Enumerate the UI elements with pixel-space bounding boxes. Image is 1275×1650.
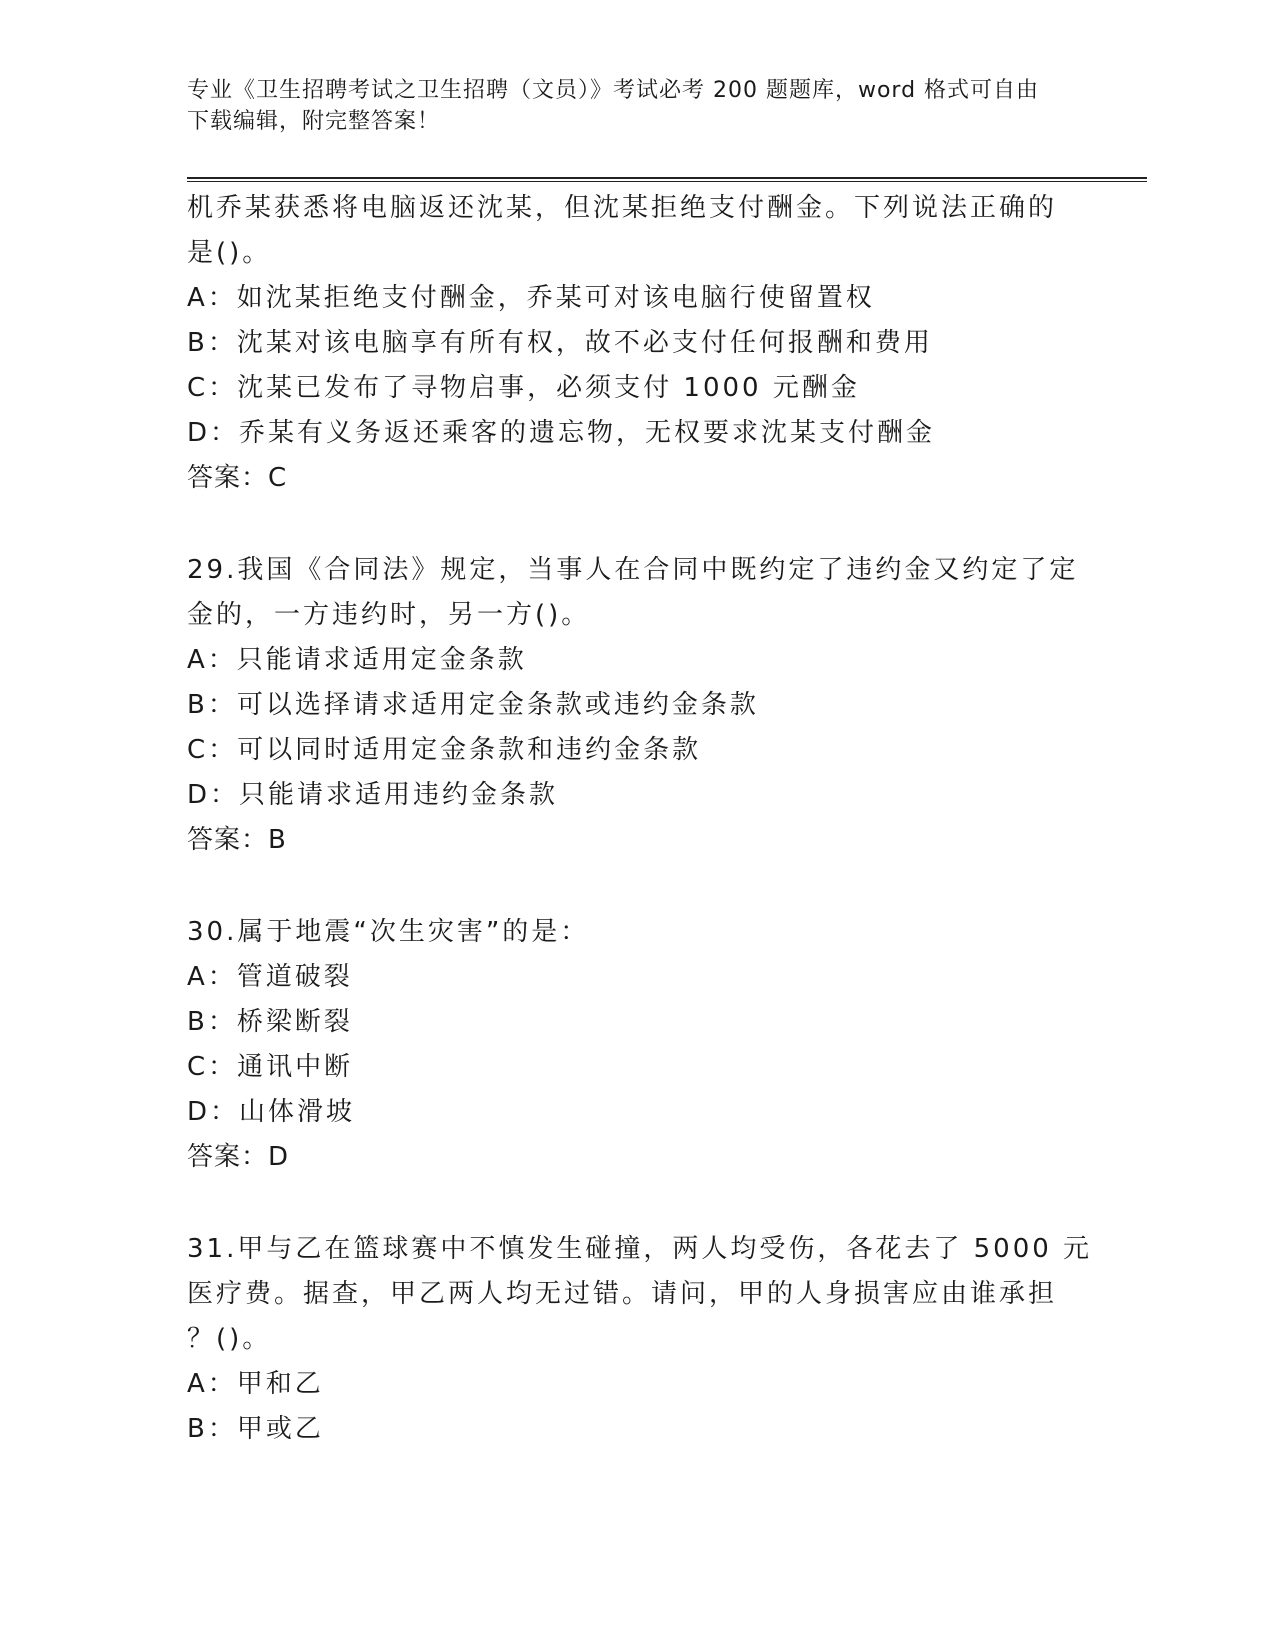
option-b: B：沈某对该电脑享有所有权，故不必支付任何报酬和费用	[187, 328, 933, 358]
question-29	[187, 548, 1079, 863]
answer-line: 答案：B	[187, 825, 287, 855]
question-stem-line: ？()。	[187, 1324, 272, 1354]
answer-line: 答案：C	[187, 463, 288, 493]
option-c: C：沈某已发布了寻物启事，必须支付 1000 元酬金	[187, 373, 860, 403]
question-continued	[187, 186, 1067, 501]
option-a: A：只能请求适用定金条款	[187, 645, 527, 675]
question-stem-line: 医疗费。据查，甲乙两人均无过错。请问，甲的人身损害应由谁承担	[187, 1279, 1058, 1309]
question-30	[187, 910, 1067, 1180]
question-stem-line: 30.属于地震“次生灾害”的是：	[187, 917, 590, 947]
option-d: D：只能请求适用违约金条款	[187, 780, 559, 810]
option-c: C：通讯中断	[187, 1052, 354, 1082]
option-c: C：可以同时适用定金条款和违约金条款	[187, 735, 702, 765]
question-stem-line: 金的，一方违约时，另一方()。	[187, 600, 591, 630]
header-divider	[187, 177, 1147, 182]
option-d: D：乔某有义务返还乘客的遗忘物，无权要求沈某支付酬金	[187, 418, 936, 448]
option-b: B：桥梁断裂	[187, 1007, 353, 1037]
question-stem-line: 机乔某获悉将电脑返还沈某，但沈某拒绝支付酬金。下列说法正确的	[187, 193, 1058, 223]
question-stem-line: 31.甲与乙在篮球赛中不慎发生碰撞，两人均受伤，各花去了 5000 元	[187, 1234, 1093, 1264]
document-header: 专业《卫生招聘考试之卫生招聘（文员）》考试必考 200 题题库，word 格式可自由下载编辑，附完整答案！	[187, 78, 1040, 134]
option-a: A：甲和乙	[187, 1369, 324, 1399]
answer-line: 答案：D	[187, 1142, 290, 1172]
option-b: B：甲或乙	[187, 1414, 324, 1444]
option-b: B：可以选择请求适用定金条款或违约金条款	[187, 690, 759, 720]
question-stem-line: 29.我国《合同法》规定，当事人在合同中既约定了违约金又约定了定	[187, 555, 1079, 585]
question-stem-line: 是()。	[187, 238, 272, 268]
option-a: A：如沈某拒绝支付酬金，乔某可对该电脑行使留置权	[187, 283, 875, 313]
option-a: A：管道破裂	[187, 962, 353, 992]
option-d: D：山体滑坡	[187, 1097, 356, 1127]
question-content	[187, 186, 1093, 1452]
question-31	[187, 1227, 1093, 1452]
